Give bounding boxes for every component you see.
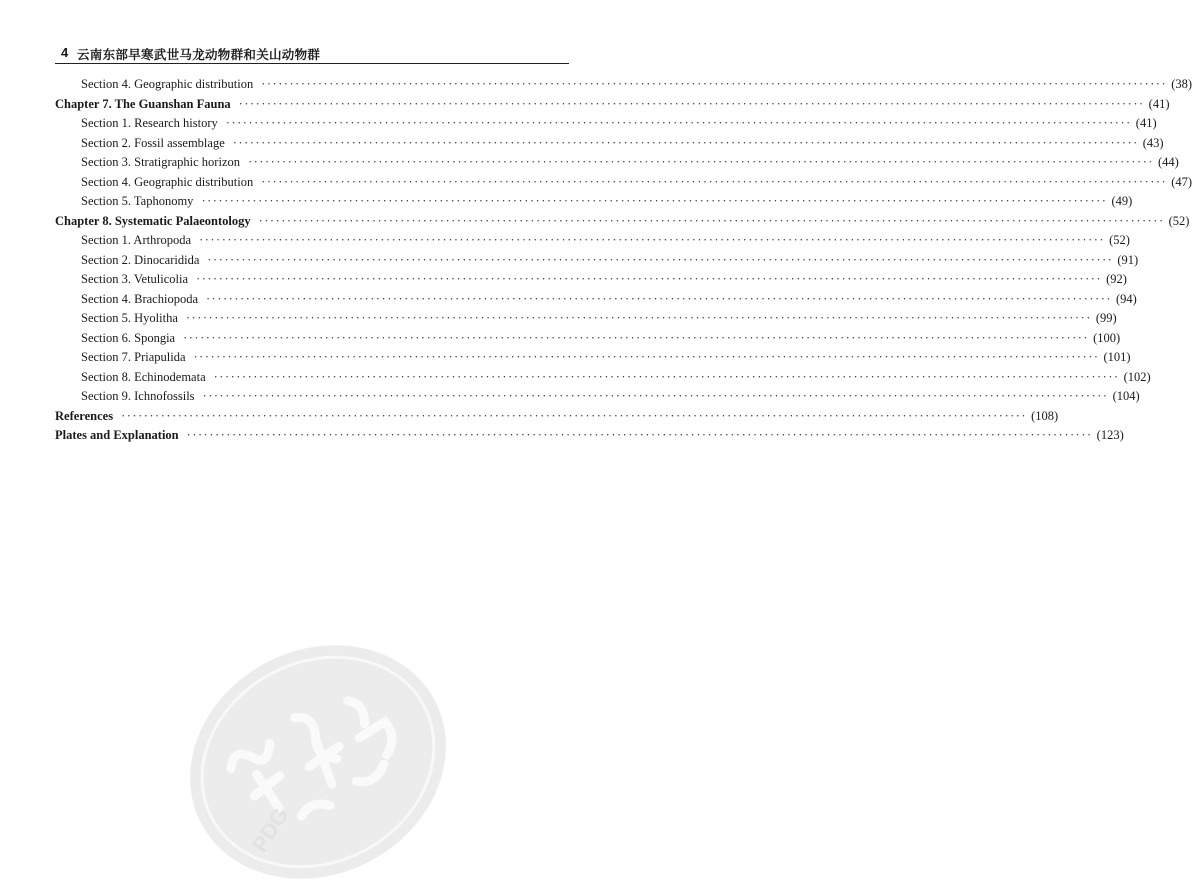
- dot-leader: ································································································································································: [199, 233, 1106, 247]
- header-rule: [55, 63, 569, 64]
- toc-section-title: Section 6. Spongia: [81, 330, 176, 345]
- toc-page-number: (101): [1103, 350, 1131, 364]
- toc-chapter-row: [55, 426, 1124, 446]
- toc-section-title: Section 9. Ichnofossils: [81, 389, 195, 403]
- toc-chapter-title: [55, 407, 113, 427]
- toc-section-title: Section 8. Echinodemata: [81, 369, 206, 384]
- toc-chapter-title: [55, 95, 231, 115]
- toc-section-title: Section 4. Brachiopoda: [81, 291, 198, 306]
- toc-page-number: (44): [1158, 155, 1179, 169]
- toc-page-number: (43): [1142, 135, 1164, 150]
- dot-leader: ································································································································································: [225, 116, 1132, 130]
- dot-leader: ································································································································································: [183, 330, 1090, 345]
- toc-page-number: (91): [1117, 252, 1139, 267]
- toc-section-row: [55, 153, 1179, 173]
- toc-chapter-row: [55, 407, 1059, 427]
- page-number: 4: [61, 45, 69, 60]
- watermark-text: PDG: [247, 802, 294, 857]
- toc-section-title: Section 7. Priapulida: [81, 350, 186, 364]
- toc-section-row: [55, 368, 1151, 388]
- running-header: [55, 42, 569, 64]
- toc-page-number: (49): [1111, 194, 1133, 208]
- toc-section-title: Section 5. Hyolitha: [81, 311, 178, 325]
- toc-chapter-row: [55, 95, 1170, 115]
- toc-chapter-title: [55, 212, 251, 232]
- dot-leader: ································································································································································: [248, 155, 1155, 169]
- toc-chapter-prefix: Chapter 7.: [55, 96, 112, 111]
- toc-chapter-prefix: Chapter 8.: [55, 213, 112, 228]
- watermark-seal: [168, 632, 458, 882]
- toc-section-row: [55, 134, 1164, 154]
- toc-section-row: [55, 114, 1157, 134]
- dot-leader: ································································································································································: [206, 291, 1113, 306]
- toc-section-row: [55, 387, 1140, 407]
- toc-page-number: (99): [1095, 311, 1117, 325]
- toc-page-number: (94): [1116, 291, 1137, 306]
- dot-leader: ································································································································································: [258, 213, 1165, 228]
- toc-chapter-name: References: [55, 408, 114, 423]
- toc-section-row: [55, 309, 1117, 329]
- dot-leader: ································································································································································: [261, 77, 1168, 91]
- toc-chapter-name: The Guanshan Fauna: [114, 96, 231, 111]
- toc-section-title: Section 5. Taphonomy: [81, 194, 194, 208]
- toc-section-title: Section 4. Geographic distribution: [81, 174, 254, 189]
- toc-chapter-name: Systematic Palaeontology: [114, 213, 251, 228]
- toc-chapter-row: [55, 212, 1190, 232]
- toc-section-row: [55, 75, 1192, 95]
- dot-leader: ································································································································································: [213, 369, 1120, 384]
- toc-section-title: Section 3. Stratigraphic horizon: [81, 155, 240, 169]
- toc-section-title: Section 4. Geographic distribution: [81, 77, 254, 91]
- toc-section-row: [55, 270, 1127, 290]
- toc-page-number: (47): [1171, 174, 1192, 189]
- dot-leader: ································································································································································: [207, 252, 1114, 267]
- toc-page-number: (123): [1096, 428, 1124, 442]
- dot-leader: ································································································································································: [202, 389, 1109, 403]
- toc-section-row: [55, 290, 1137, 310]
- toc-section-row: [55, 231, 1130, 251]
- toc-page-number: (52): [1168, 213, 1190, 228]
- toc-section-title: Section 3. Vetulicolia: [81, 272, 189, 286]
- dot-leader: ································································································································································: [186, 428, 1093, 442]
- running-title: 云南东部早寒武世马龙动物群和关山动物群: [77, 47, 321, 62]
- toc-page-number: (92): [1106, 272, 1127, 286]
- toc-page-number: (104): [1112, 389, 1140, 403]
- toc-chapter-name: Plates and Explanation: [55, 428, 179, 442]
- toc-section-row: [55, 173, 1192, 193]
- dot-leader: ································································································································································: [121, 408, 1028, 423]
- toc-section-row: [55, 329, 1121, 349]
- toc-section-row: [55, 251, 1139, 271]
- toc-section-title: Section 2. Fossil assemblage: [81, 135, 225, 150]
- toc-page-number: (102): [1123, 369, 1151, 384]
- toc-section-row: [55, 348, 1131, 368]
- dot-leader: ································································································································································: [193, 350, 1100, 364]
- dot-leader: ································································································································································: [196, 272, 1103, 286]
- toc-page-number: (108): [1031, 408, 1059, 423]
- dot-leader: ································································································································································: [261, 174, 1168, 189]
- toc-page-number: (52): [1109, 233, 1130, 247]
- toc-chapter-title: [55, 426, 179, 446]
- toc-page-number: (41): [1148, 96, 1170, 111]
- toc-section-title: Section 2. Dinocaridida: [81, 252, 200, 267]
- toc-section-title: Section 1. Arthropoda: [81, 233, 192, 247]
- toc-page-number: (38): [1171, 77, 1192, 91]
- dot-leader: ································································································································································: [185, 311, 1092, 325]
- dot-leader: ································································································································································: [238, 96, 1145, 111]
- seal-emblem: [149, 601, 487, 882]
- toc-section-title: Section 1. Research history: [81, 116, 218, 130]
- toc-section-row: [55, 192, 1133, 212]
- dot-leader: ································································································································································: [232, 135, 1139, 150]
- toc-page-number: (41): [1135, 116, 1157, 130]
- dot-leader: ································································································································································: [201, 194, 1108, 208]
- toc-page-number: (100): [1093, 330, 1121, 345]
- table-of-contents: [55, 75, 1192, 446]
